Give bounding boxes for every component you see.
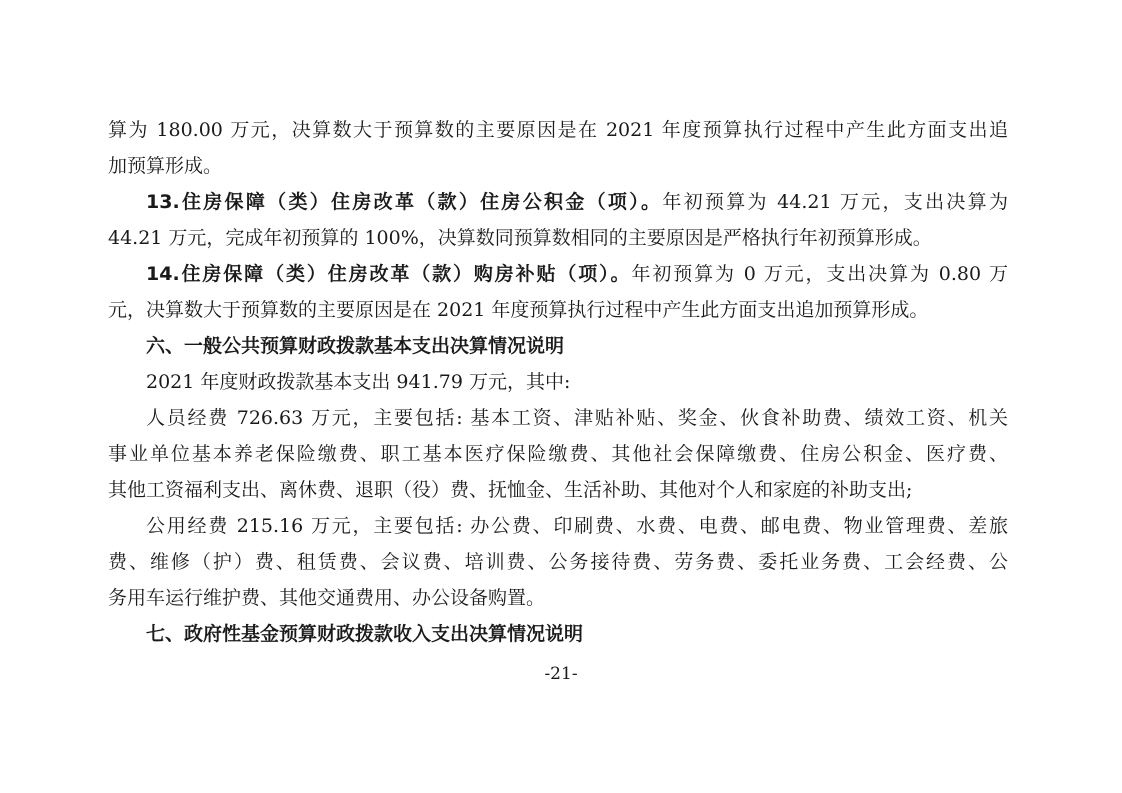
document-body	[108, 112, 1008, 652]
item-text: 年初预算为 44.21 万元，支出决算为	[662, 191, 1008, 213]
paragraph-item-14	[108, 256, 1008, 292]
section-heading: 六、一般公共预算财政拨款基本支出决算情况说明	[146, 335, 565, 357]
item-text: 年初预算为 0 万元，支出决算为 0.80 万	[631, 263, 1008, 285]
paragraph-line: 算为 180.00 万元，决算数大于预算数的主要原因是在 2021 年度预算执行过程中产生此方面支出追	[108, 119, 1008, 141]
paragraph-line: 其他工资福利支出、离休费、退职（役）费、抚恤金、生活补助、其他对个人和家庭的补助支出;	[108, 479, 913, 501]
paragraph-item-13	[108, 184, 1008, 220]
section-heading: 七、政府性基金预算财政拨款收入支出决算情况说明	[146, 623, 584, 645]
paragraph-line: 2021 年度财政拨款基本支出 941.79 万元，其中:	[146, 371, 571, 393]
paragraph-line: 事业单位基本养老保险缴费、职工基本医疗保险缴费、其他社会保障缴费、住房公积金、医疗费、	[108, 443, 1008, 465]
paragraph-line: 44.21 万元，完成年初预算的 100%，决算数同预算数相同的主要原因是严格执行年初预算形成。	[108, 227, 932, 249]
item-title: 13.住房保障（类）住房改革（款）住房公积金（项）。	[146, 191, 663, 213]
item-title: 14.住房保障（类）住房改革（款）购房补贴（项）。	[146, 263, 632, 285]
paragraph-line: 元，决算数大于预算数的主要原因是在 2021 年度预算执行过程中产生此方面支出追加预算形成。	[108, 299, 929, 321]
paragraph-line: 务用车运行维护费、其他交通费用、办公设备购置。	[108, 587, 546, 609]
paragraph-line: 加预算形成。	[108, 155, 223, 177]
paragraph-line: 费、维修（护）费、租赁费、会议费、培训费、公务接待费、劳务费、委托业务费、工会经费、公	[108, 551, 1008, 573]
paragraph-line: 人员经费 726.63 万元，主要包括: 基本工资、津贴补贴、奖金、伙食补助费、绩效工资、机关	[146, 407, 1008, 429]
paragraph-line: 公用经费 215.16 万元，主要包括: 办公费、印刷费、水费、电费、邮电费、物业管理费、差旅	[146, 515, 1008, 537]
page-number: -21-	[544, 664, 578, 684]
